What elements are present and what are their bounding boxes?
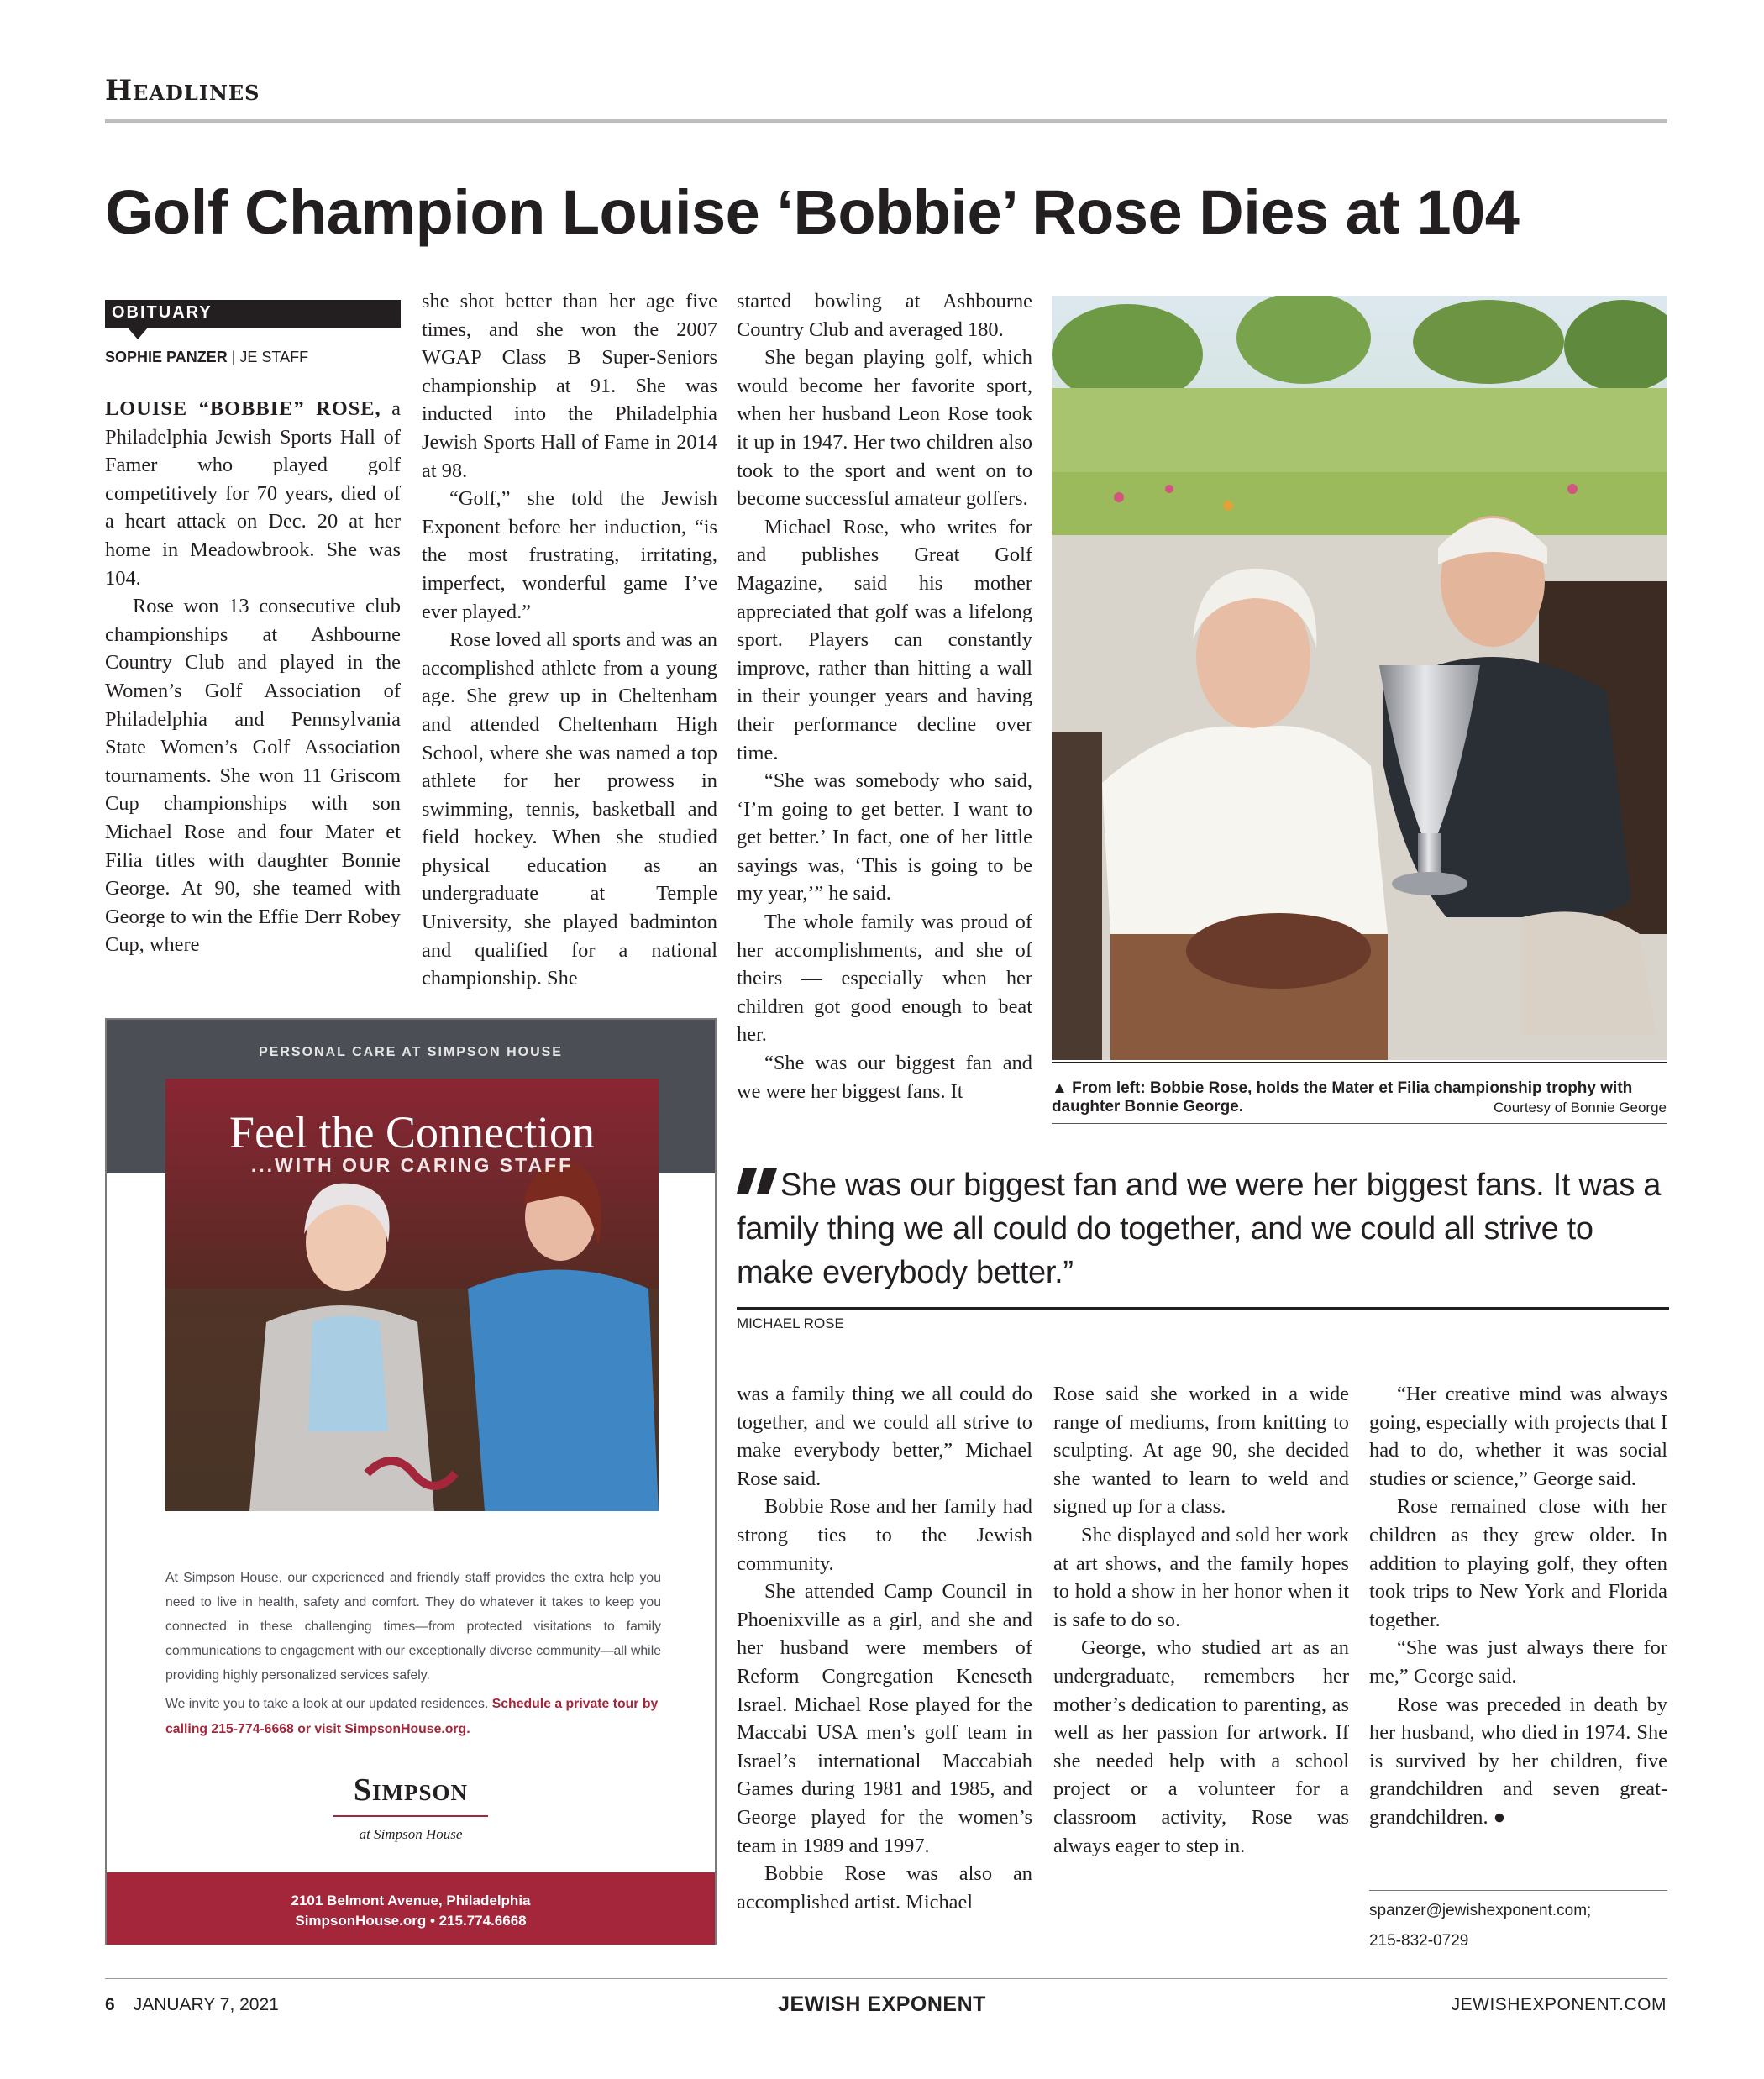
paragraph: “Her creative mind was always going, especially with projects that I had to do, whether it was social studies or science,” George said. [1369,1383,1667,1490]
ad-address: 2101 Belmont Avenue, Philadelphia [291,1893,531,1908]
kicker-pointer [128,328,148,339]
simpson-logo: Simpson [353,1772,469,1808]
caption-rule [1052,1062,1667,1063]
paragraph: Michael Rose, who writes for and publishes Great Golf Magazine, said his mother appreciated that golf was a lifelong sport. Players can constantly improve, rather than hitting a wall in their younger years and having their performance decline over time. [737,515,1032,764]
logo-tagline: at Simpson House [359,1826,463,1842]
paragraph: Rose remained close with her children as they grew older. In addition to playing golf, they often took trips to New York and Florida together. [1369,1495,1667,1631]
issue-date: JANUARY 7, 2021 [133,1995,279,2014]
paragraph: She displayed and sold her work at art shows, and the family hopes to hold a show in her honor when it is safe to do so. [1053,1523,1349,1631]
author-contact [1369,1896,1667,1956]
author-email[interactable]: spanzer@jewishexponent.com; [1369,1902,1592,1919]
lead-text: a Philadelphia Jewish Sports Hall of Famer who played golf competitively for 70 years, died of a heart attack on Dec. 20 at her home in Meadowbrook. She was 104. [105,397,401,590]
paragraph: “Golf,” she told the Jewish Exponent before her induction, “is the most frustrating, irritating, imperfect, wonderful game I’ve ever played.” [422,487,717,623]
paragraph: started bowling at Ashbourne Country Club and averaged 180. [737,290,1032,341]
obituary-kicker: OBITUARY [105,300,401,328]
footer-rule [105,1978,1667,1979]
ad-body-copy: At Simpson House, our experienced and friendly staff provides the extra help you need to live in health, safety and comfort. They do whatever it takes to keep you connected in these challenging times—from protected visitations to family communications to engagement with our exceptionally diverse community—all while providing highly personalized services safely. [165,1571,661,1683]
pull-quote-source: MICHAEL ROSE [737,1315,844,1331]
paragraph: She began playing golf, which would become her favorite sport, when her husband Leon Rose took it up in 1947. Her two children also took to the sport and went on to become successful amateur golfers. [737,346,1032,511]
paragraph: She attended Camp Council in Phoenixville as a girl, and she and her husband were members of Reform Congregation Keneseth Israel. Michael Rose played for the Maccabi USA men’s golf team in Israel’s international Maccabiah Games during 1981 and 1985, and George played for the women’s team in 1989 and 1997. [737,1580,1032,1857]
caption-text: From left: Bobbie Rose, holds the Mater et Filia championship trophy with daughter Bonnie George. [1052,1079,1633,1116]
article-column-5 [1053,1380,1349,1860]
caret-up-icon: ▲ [1052,1079,1073,1097]
simpson-house-advertisement[interactable] [105,1018,717,1945]
paragraph: she shot better than her age five times, and she won the 2007 WGAP Class B Super-Seniors championship at 91. She was inducted into the Philadelphia Jewish Sports Hall of Fame in 2014 at 98. [422,290,717,482]
pull-quote-rule [737,1307,1669,1310]
paragraph: Rose loved all sports and was an accomplished athlete from a young age. She grew up in Cheltenham and attended Cheltenham High School, where she was named a top athlete for her prowess in swimming, tennis, basketball and field hockey. When she studied physical education as an undergraduate at Temple University, she played badminton and qualified for a national championship. She [422,628,717,990]
paragraph-text: Rose was preceded in death by her husband, who died in 1974. She is survived by her children, five grandchildren and seven great-grandchildren. [1369,1693,1667,1829]
publication-url[interactable]: JEWISHEXPONENT.COM [1451,1995,1667,2014]
author-phone: 215-832-0729 [1369,1932,1469,1950]
ad-contact[interactable]: SimpsonHouse.org • 215.774.6668 [295,1913,527,1929]
lead-paragraph [105,395,401,592]
article-column-4 [737,1380,1032,1916]
byline-separator: | [231,349,240,365]
ad-headline: Feel the Connection [229,1107,595,1158]
article-column-1 [105,395,401,959]
lead-in: LOUISE “BOBBIE” ROSE, [105,397,381,420]
pull-quote-text: She was our biggest fan and we were her biggest fans. It was a family thing we all could do together, and we could all strive to make everybody better.” [737,1168,1662,1290]
caption-bottom-rule [1052,1123,1667,1124]
quote-mark-icon [737,1168,779,1194]
byline-role: JE STAFF [239,349,309,365]
article-column-6 [1369,1380,1667,1832]
photo-credit: Courtesy of Bonnie George [1493,1100,1667,1116]
page-number: 6 [105,1995,115,2014]
article-column-2 [422,287,717,993]
paragraph: Bobbie Rose and her family had strong ties to the Jewish community. [737,1495,1032,1575]
paragraph: was a family thing we all could do together, and we could all strive to make everybody better,” Michael Rose said. [737,1383,1032,1490]
byline-author: SOPHIE PANZER [105,349,228,365]
paragraph: “She was just always there for me,” George said. [1369,1636,1667,1688]
contact-rule [1369,1890,1667,1891]
paragraph: The whole family was proud of her accomplishments, and she of theirs — especially when her children got good enough to beat her. [737,911,1032,1047]
end-mark-icon: ● [1493,1805,1506,1829]
paragraph: “She was our biggest fan and we were her biggest fans. It [737,1052,1032,1103]
paragraph: “She was somebody who said, ‘I’m going to get better. I want to get better.’ In fact, one of her little sayings was, ‘This is going to be my year,’” he said. [737,769,1032,906]
pull-quote [737,1163,1669,1294]
ad-eyebrow: PERSONAL CARE AT SIMPSON HOUSE [259,1045,563,1059]
section-divider [105,119,1667,123]
article-column-3 [737,287,1032,1105]
ad-cta-text: We invite you to take a look at our updated residences. [165,1697,492,1711]
logo-ornament-rule [333,1815,488,1817]
article-photo [1052,296,1667,1060]
article-headline: Golf Champion Louise ‘Bobbie’ Rose Dies at 104 [105,177,1520,247]
byline [105,349,308,366]
ad-call-to-action [165,1692,661,1742]
paragraph: Rose said she worked in a wide range of mediums, from knitting to sculpting. At age 90, she decided she wanted to learn to weld and signed up for a class. [1053,1383,1349,1519]
paragraph: Bobbie Rose was also an accomplished artist. Michael [737,1862,1032,1914]
ad-subheadline: ...WITH OUR CARING STAFF [250,1154,574,1176]
section-title: Headlines [105,74,260,108]
photo-illustration [1052,296,1667,1060]
ad-cta-link[interactable]: Schedule a private tour by calling 215-774-6668 or visit SimpsonHouse.org. [165,1697,659,1736]
publication-name: JEWISH EXPONENT [778,1992,986,2016]
paragraph: Rose won 13 consecutive club championships at Ashbourne Country Club and played in the Women’s Golf Association of Philadelphia and Pennsylvania State Women’s Golf Association tournaments. She won 11 Griscom Cup championships with son Michael Rose and four Mater et Filia titles with daughter Bonnie George. At 90, she teamed with George to win the Effie Derr Robey Cup, where [105,595,401,957]
paragraph [1369,1691,1667,1832]
ad-footer-band [107,1872,715,1945]
paragraph: George, who studied art as an undergraduate, remembers her mother’s dedication to parenting, as well as her passion for artwork. If she needed help with a school project or a volunteer for a classroom activity, Rose was always eager to step in. [1053,1636,1349,1857]
